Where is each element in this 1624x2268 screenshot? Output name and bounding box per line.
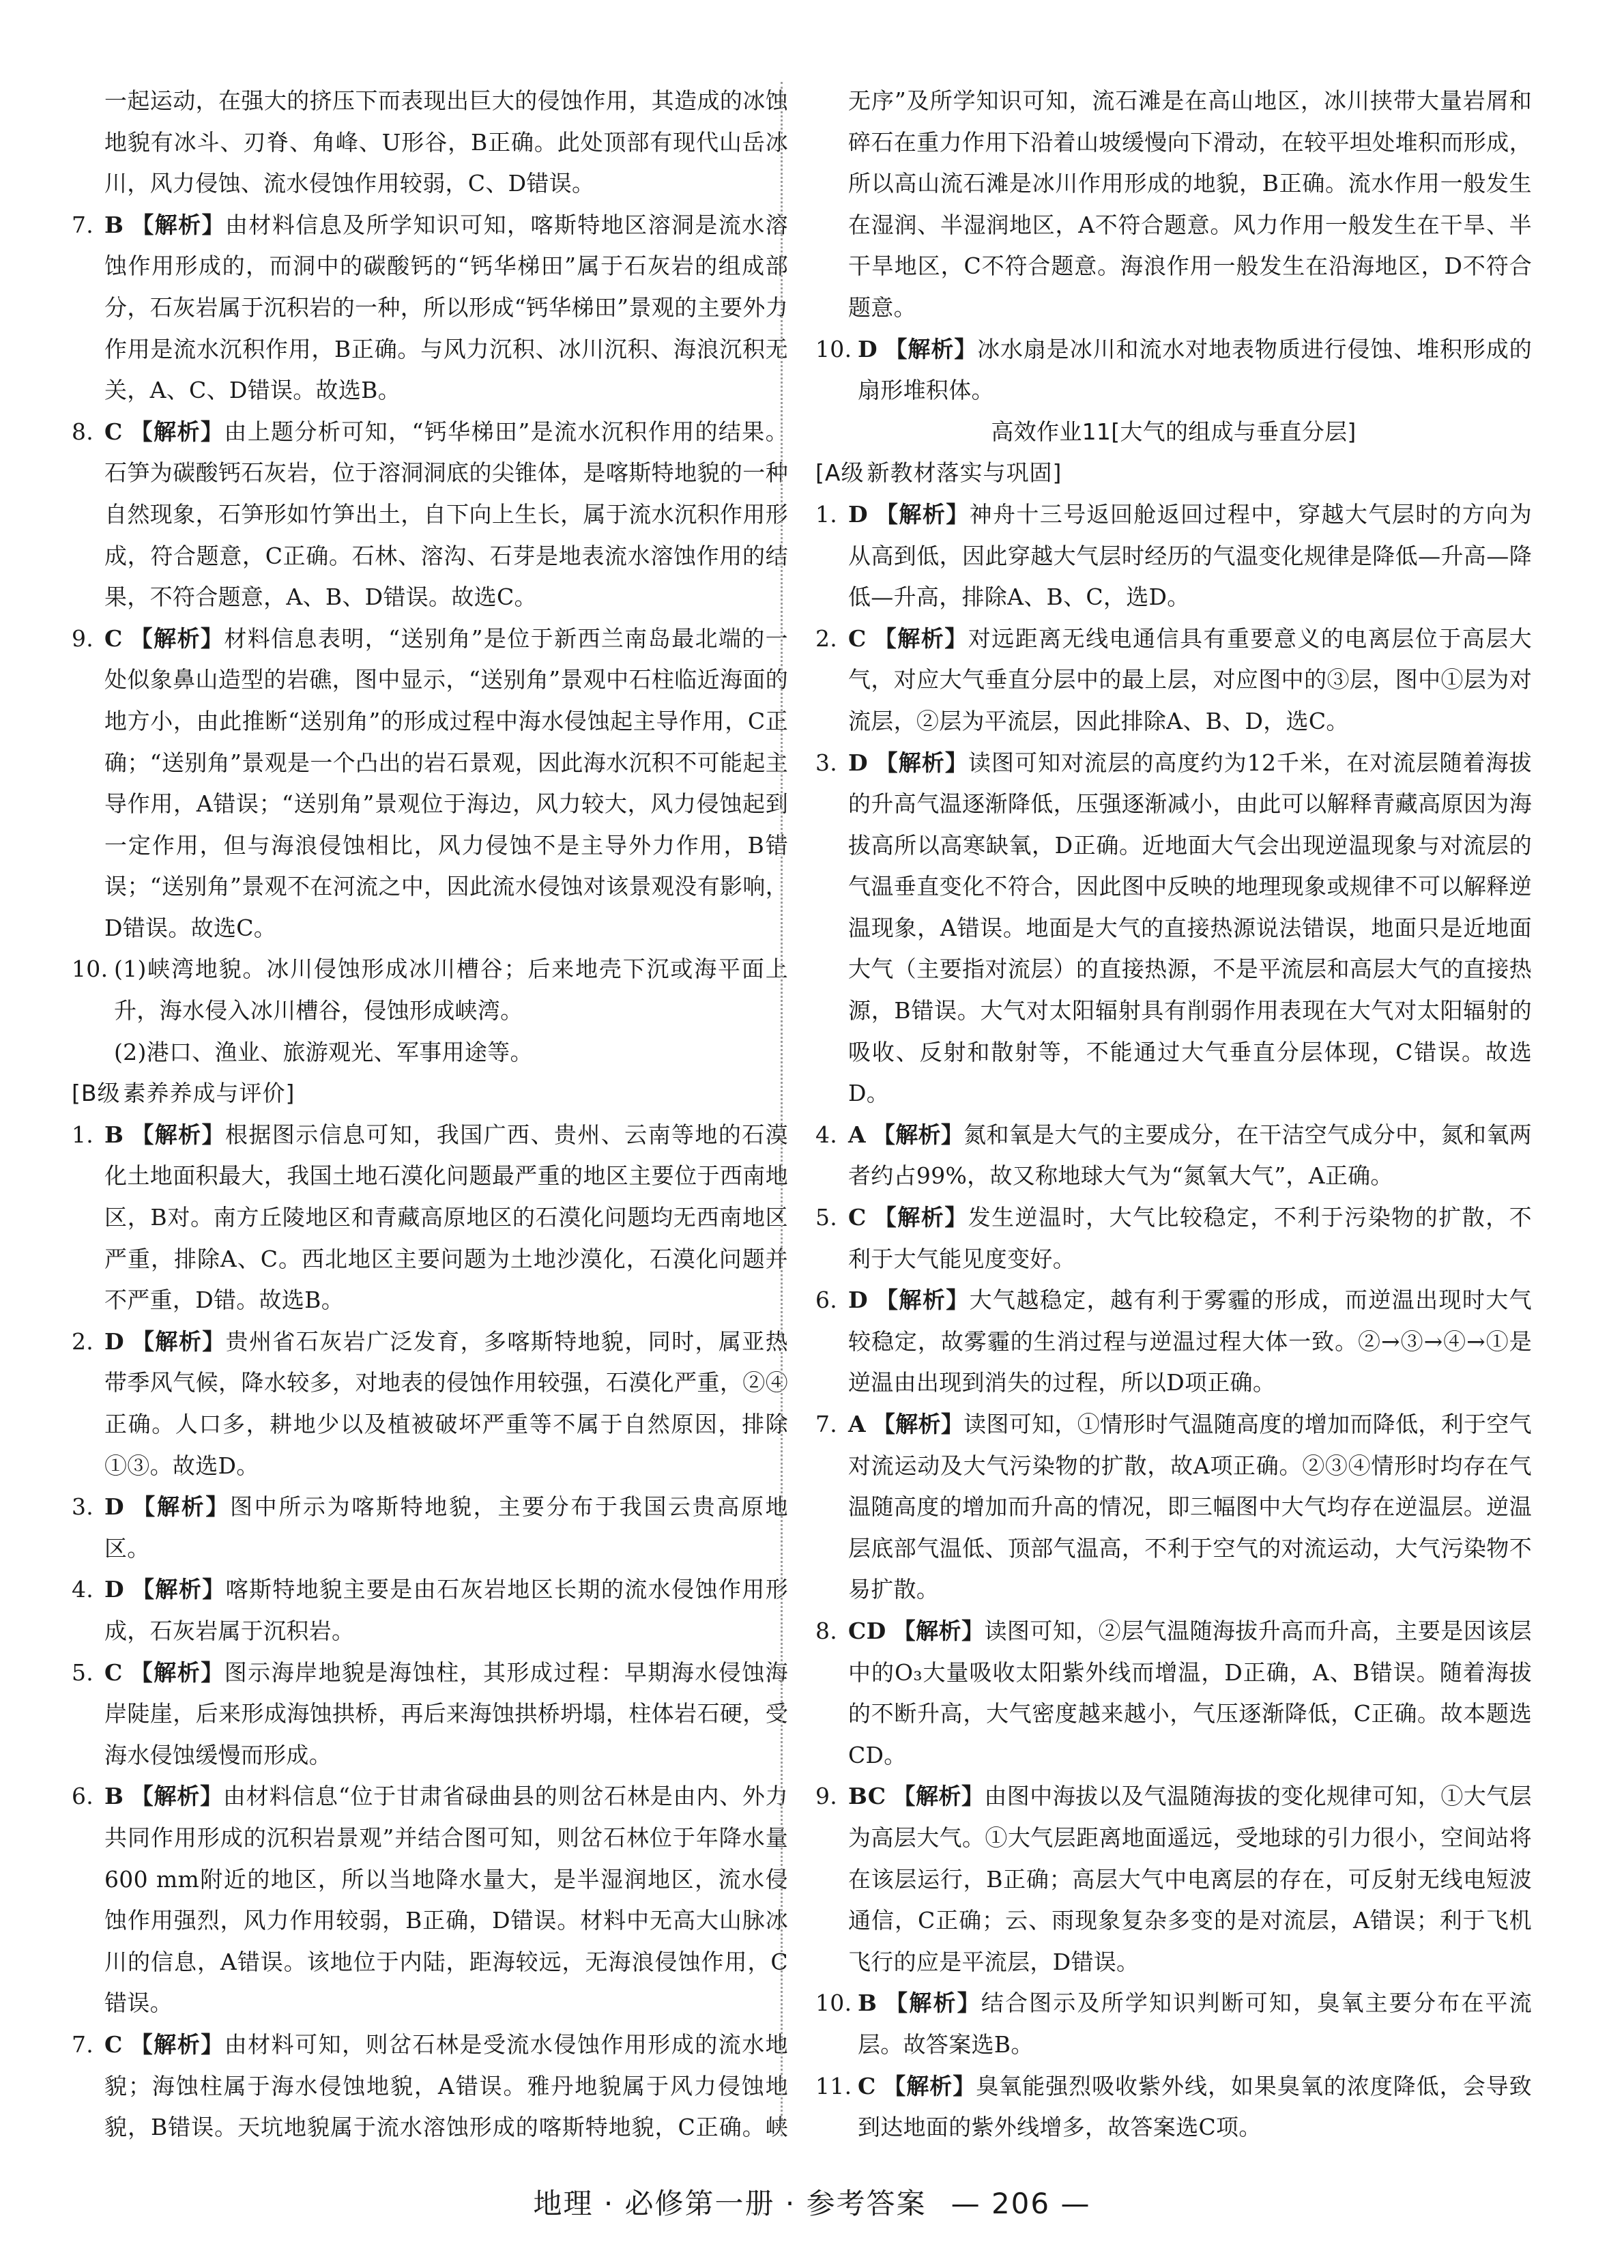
answer-choice: C (104, 2030, 123, 2058)
analysis-text: 由上题分析可知，“钙华梯田”是流水沉积作用的结果。石笋为碳酸钙石灰岩，位于溶洞洞底的尖锥体，是喀斯特地貌的一种自然现象，石笋形如竹笋出土，自下向上生长，属于流水沉积作用形成，符合题意，C正确。石林、溶沟、石芽是地表流水溶蚀作用的结果，不符合题意，A、B、D错误。故选C。 (104, 418, 788, 611)
answer-item (815, 1776, 1532, 1983)
answer-choice: D (104, 1576, 124, 1603)
answer-choice: C (858, 2072, 876, 2099)
answer-choice: A (848, 1121, 866, 1148)
answer-choice: D (104, 1327, 124, 1355)
analysis-tag: 【 解析 】 (130, 212, 225, 238)
answer-item (72, 1487, 788, 1569)
question-number: 10. (72, 956, 108, 983)
question-number: 8. (72, 418, 94, 445)
column-divider (781, 82, 783, 2136)
analysis-tag: 【 解析 】 (130, 2031, 224, 2058)
analysis-text: 由图中海拔以及气温随海拔的变化规律可知，①大气层为高层大气。①大气层距离地面遥远，受地球的引力很小，空间站将在该层运行，B正确；高层大气中电离层的存在，可反射无线电短波通信，C正确；云、雨现象复杂多变的是对流层，A错误；利于飞机飞行的应是平流层，D错误。 (848, 1783, 1532, 1975)
question-number: 3. (815, 749, 838, 776)
question-number: 7. (815, 1411, 838, 1437)
sub-answer: (2)港口、渔业、旅游观光、军事用途等。 (114, 1038, 533, 1065)
question-number: 9. (815, 1783, 838, 1810)
analysis-text: 冰水扇是冰川和流水对地表物质进行侵蚀、堆积形成的扇形堆积体。 (858, 335, 1532, 404)
analysis-tag: 【 解析 】 (131, 1576, 226, 1603)
answer-choice: D (858, 335, 878, 362)
level-text: 新教材落实与巩固] (867, 459, 1062, 487)
answer-item (815, 2066, 1532, 2149)
answer-item (72, 205, 788, 412)
analysis-text: 神舟十三号返回舱返回过程中，穿越大气层时的方向为从高到低，因此穿越大气层时经历的气温变化规律是降低—升高—降低—升高，排除A、B、C，选D。 (848, 500, 1532, 611)
question-number: 6. (72, 1783, 94, 1810)
question-number: 8. (815, 1617, 838, 1644)
analysis-text: 发生逆温时，大气比较稳定，不利于污染物的扩散，不利于大气能见度变好。 (848, 1204, 1532, 1272)
answer-item (72, 1569, 788, 1652)
analysis-tag: 【 解析 】 (130, 1659, 224, 1686)
answer-choice: B (104, 1121, 124, 1148)
answer-item (815, 1115, 1532, 1197)
analysis-tag: 【 解析 】 (875, 501, 970, 528)
analysis-tag: 【 解析 】 (883, 2073, 976, 2099)
analysis-tag: 【 解析 】 (893, 1783, 984, 1809)
analysis-text: 氮和氧是大气的主要成分，在干洁空气成分中，氮和氧两者约占99%，故又称地球大气为“氮氧大气”，A正确。 (848, 1121, 1532, 1190)
answer-choice: B (858, 1990, 878, 2017)
question-number: 4. (72, 1576, 94, 1603)
answer-choice: BC (848, 1783, 886, 1810)
analysis-tag: 【 解析 】 (875, 1287, 970, 1313)
level-text: 素养养成与评价] (123, 1080, 295, 1107)
answer-item (815, 1197, 1532, 1280)
answer-item (815, 618, 1532, 743)
question-number: 5. (815, 1204, 838, 1231)
analysis-text: 结合图示及所学知识判断可知，臭氧主要分布在平流层。故答案选B。 (858, 1990, 1532, 2058)
analysis-text: 图中所示为喀斯特地貌，主要分布于我国云贵高原地区。 (104, 1493, 788, 1562)
footer-title: 地理 · 必修第一册 · 参考答案 (533, 2187, 927, 2220)
analysis-text: 根据图示信息可知，我国广西、贵州、云南等地的石漠化土地面积最大，我国土地石漠化问题最严重的地区主要位于西南地区，B对。南方丘陵地区和青藏高原地区的石漠化问题均无西南地区严重，排除A、C。西北地区主要问题为土地沙漠化，石漠化问题并不严重，D错。故选B。 (104, 1121, 788, 1314)
analysis-tag: 【 解析 】 (131, 1328, 226, 1355)
answer-item (72, 949, 788, 1031)
analysis-text: 材料信息表明，“送别角”是位于新西兰南岛最北端的一处似象鼻山造型的岩礁，图中显示，“送别角”景观中石柱临近海面的地方小，由此推断“送别角”的形成过程中海水侵蚀起主导作用，C正确；“送别角”景观是一个凸出的岩石景观，因此海水沉积不可能起主导作用，A错误；“送别角”景观位于海边，风力较大，风力侵蚀起到一定作用，但与海浪侵蚀相比，风力侵蚀不是主导外力作用，B错误；“送别角”景观不在河流之中，因此流水侵蚀对该景观没有影响，D错误。故选C。 (104, 625, 788, 941)
answer-item (815, 1983, 1532, 2065)
analysis-text: 读图可知，②层气温随海拔升高而升高，主要是因该层中的O₃大量吸收太阳紫外线而增温，D正确，A、B错误。随着海拔的不断升高，大气密度越来越小，气压逐渐降低，C正确。故本题选CD。 (848, 1617, 1532, 1768)
analysis-text: 由材料可知，则岔石林是受流水侵蚀作用形成的流水地貌；海蚀柱属于海水侵蚀地貌，A错误。雅丹地貌属于风力侵蚀地貌，B错误。天坑地貌属于流水溶蚀形成的喀斯特地貌，C正确。峡 (104, 2030, 788, 2141)
answer-item (72, 618, 788, 949)
question-number: 1. (72, 1121, 94, 1148)
answer-choice: D (848, 749, 868, 776)
level-heading (72, 1073, 788, 1115)
question-number: 10. (815, 335, 852, 362)
analysis-text: 贵州省石灰岩广泛发育，多喀斯特地貌，同时，属亚热带季风气候，降水较多，对地表的侵蚀作用较强，石漠化严重，②④正确。人口多，耕地少以及植被破坏严重等不属于自然原因，排除①③。故选D。 (104, 1327, 788, 1479)
analysis-tag: 【 解析 】 (884, 1990, 981, 2016)
page-number: — 206 — (951, 2187, 1091, 2220)
analysis-text: 图示海岸地貌是海蚀柱，其形成过程：早期海水侵蚀海岸陡崖，后来形成海蚀拱桥，再后来海蚀拱桥坍塌，柱体岩石硬，受海水侵蚀缓慢而形成。 (104, 1659, 788, 1768)
continued-text: 无序”及所学知识可知，流石滩是在高山地区，冰川挟带大量岩屑和碎石在重力作用下沿着山坡缓慢向下滑动，在较平坦处堆积而形成，所以高山流石滩是冰川作用形成的地貌，B正确。流水作用一般发生在湿润、半湿润地区，A不符合题意。风力作用一般发生在干旱、半干旱地区，C不符合题意。海浪作用一般发生在沿海地区，D不符合题意。 (848, 87, 1532, 321)
answer-item (815, 743, 1532, 1115)
question-number: 10. (815, 1990, 852, 2017)
analysis-tag: 【 解析 】 (893, 1618, 984, 1644)
analysis-text: 喀斯特地貌主要是由石灰岩地区长期的流水侵蚀作用形成，石灰岩属于沉积岩。 (104, 1576, 788, 1644)
analysis-tag: 【 解析 】 (884, 336, 977, 362)
question-number: 9. (72, 625, 94, 652)
analysis-text: 由材料信息“位于甘肃省碌曲县的则岔石林是由内、外力共同作用形成的沉积岩景观”并结合图可知，则岔石林位于年降水量600 mm附近的地区，所以当地降水量大，是半湿润地区，流水侵蚀作用强烈，风力作用较弱，B正确，D错误。材料中无高大山脉冰川的信息，A错误。该地位于内陆，距海较远，无海浪侵蚀作用，C错误。 (104, 1783, 788, 2017)
analysis-tag: 【 解析 】 (130, 418, 224, 445)
answer-choice: B (104, 1783, 124, 1810)
analysis-text: 对远距离无线电通信具有重要意义的电离层位于高层大气，对应大气垂直分层中的最上层，对应图中的③层，图中①层为对流层，②层为平流层，因此排除A、B、D，选C。 (848, 625, 1532, 734)
answer-choice: B (104, 211, 124, 238)
answer-item (72, 1652, 788, 1777)
question-number: 4. (815, 1121, 838, 1148)
answer-item (815, 494, 1532, 618)
answer-choice: D (848, 1287, 868, 1314)
answer-item (72, 1776, 788, 2024)
question-number: 2. (815, 625, 838, 652)
analysis-tag: 【 解析 】 (130, 1783, 223, 1809)
answer-choice: D (848, 500, 868, 528)
question-number: 2. (72, 1327, 94, 1355)
answer-choice: C (104, 418, 123, 445)
answer-item (815, 1280, 1532, 1404)
analysis-tag: 【 解析 】 (873, 625, 968, 652)
answer-choice: D (104, 1493, 124, 1521)
question-number: 7. (72, 2030, 94, 2058)
section-title: 高效作业11[大气的组成与垂直分层] (991, 418, 1357, 445)
question-number: 3. (72, 1493, 94, 1521)
answer-choice: CD (848, 1617, 886, 1644)
answer-item (815, 1611, 1532, 1776)
analysis-text: 读图可知，①情形时气温随高度的增加而降低，利于空气对流运动及大气污染物的扩散，故A项正确。②③④情形时均存在气温随高度的增加而升高的情况，即三幅图中大气均存在逆温层。逆温层底部气温低、顶部气温高，不利于空气的对流运动，大气污染物不易扩散。 (848, 1411, 1532, 1603)
answer-item (72, 412, 788, 618)
answer-item (815, 1404, 1532, 1611)
analysis-text: 读图可知对流层的高度约为12千米，在对流层随着海拔的升高气温逐渐降低，压强逐渐减小，由此可以解释青藏高原因为海拔高所以高寒缺氧，D正确。近地面大气会出现逆温现象与对流层的气温垂直变化不符合，因此图中反映的地理现象或规律不可以解释逆温现象，A错误。地面是大气的直接热源说法错误，地面只是近地面大气（主要指对流层）的直接热源，不是平流层和高层大气的直接热源，B错误。大气对太阳辐射具有削弱作用表现在大气对太阳辐射的吸收、反射和散射等，不能通过大气垂直分层体现，C错误。故选D。 (848, 749, 1532, 1107)
answer-item (815, 329, 1532, 412)
question-number: 1. (815, 500, 838, 528)
page-footer (0, 2181, 1624, 2222)
question-number: 11. (815, 2072, 852, 2099)
analysis-tag: 【 解析 】 (873, 1411, 963, 1437)
answer-item (72, 2024, 788, 2149)
left-column (72, 81, 788, 2149)
analysis-tag: 【 解析 】 (873, 1204, 968, 1231)
answer-choice: C (848, 625, 867, 652)
level-heading (815, 453, 1532, 494)
answer-choice: C (104, 625, 123, 652)
analysis-tag: 【 解析 】 (130, 625, 224, 652)
analysis-text: (1)峡湾地貌。冰川侵蚀形成冰川槽谷；后来地壳下沉或海平面上升，海水侵入冰川槽谷，侵蚀形成峡湾。 (114, 956, 788, 1024)
right-column (815, 81, 1532, 2149)
question-number: 6. (815, 1287, 838, 1314)
analysis-text: 臭氧能强烈吸收紫外线，如果臭氧的浓度降低，会导致到达地面的紫外线增多，故答案选C项。 (858, 2072, 1532, 2141)
analysis-text: 大气越稳定，越有利于雾霾的形成，而逆温出现时大气较稳定，故雾霾的生消过程与逆温过程大体一致。②→③→④→①是逆温由出现到消失的过程，所以D项正确。 (848, 1287, 1532, 1396)
question-number: 5. (72, 1659, 94, 1686)
level-label: [A级 (815, 459, 865, 487)
continued-text: 一起运动，在强大的挤压下而表现出巨大的侵蚀作用，其造成的冰蚀地貌有冰斗、刃脊、角峰、U形谷，B正确。此处顶部有现代山岳冰川，风力侵蚀、流水侵蚀作用较弱，C、D错误。 (104, 87, 788, 197)
answer-choice: C (104, 1659, 123, 1686)
answer-choice: A (848, 1411, 866, 1437)
analysis-tag: 【 解析 】 (875, 749, 968, 776)
answer-choice: C (848, 1204, 867, 1231)
question-number: 7. (72, 211, 94, 238)
analysis-tag: 【 解析 】 (873, 1121, 963, 1148)
answer-item (72, 1115, 788, 1321)
analysis-text: 由材料信息及所学知识可知，喀斯特地区溶洞是流水溶蚀作用形成的，而洞中的碳酸钙的“钙华梯田”属于石灰岩的组成部分，石灰岩属于沉积岩的一种，所以形成“钙华梯田”景观的主要外力作用是流水沉积作用，B正确。与风力沉积、冰川沉积、海浪沉积无关，A、C、D错误。故选B。 (104, 211, 788, 404)
level-label: [B级 (72, 1080, 121, 1107)
answer-item (72, 1321, 788, 1487)
analysis-tag: 【 解析 】 (130, 1121, 225, 1148)
analysis-tag: 【 解析 】 (131, 1493, 230, 1520)
